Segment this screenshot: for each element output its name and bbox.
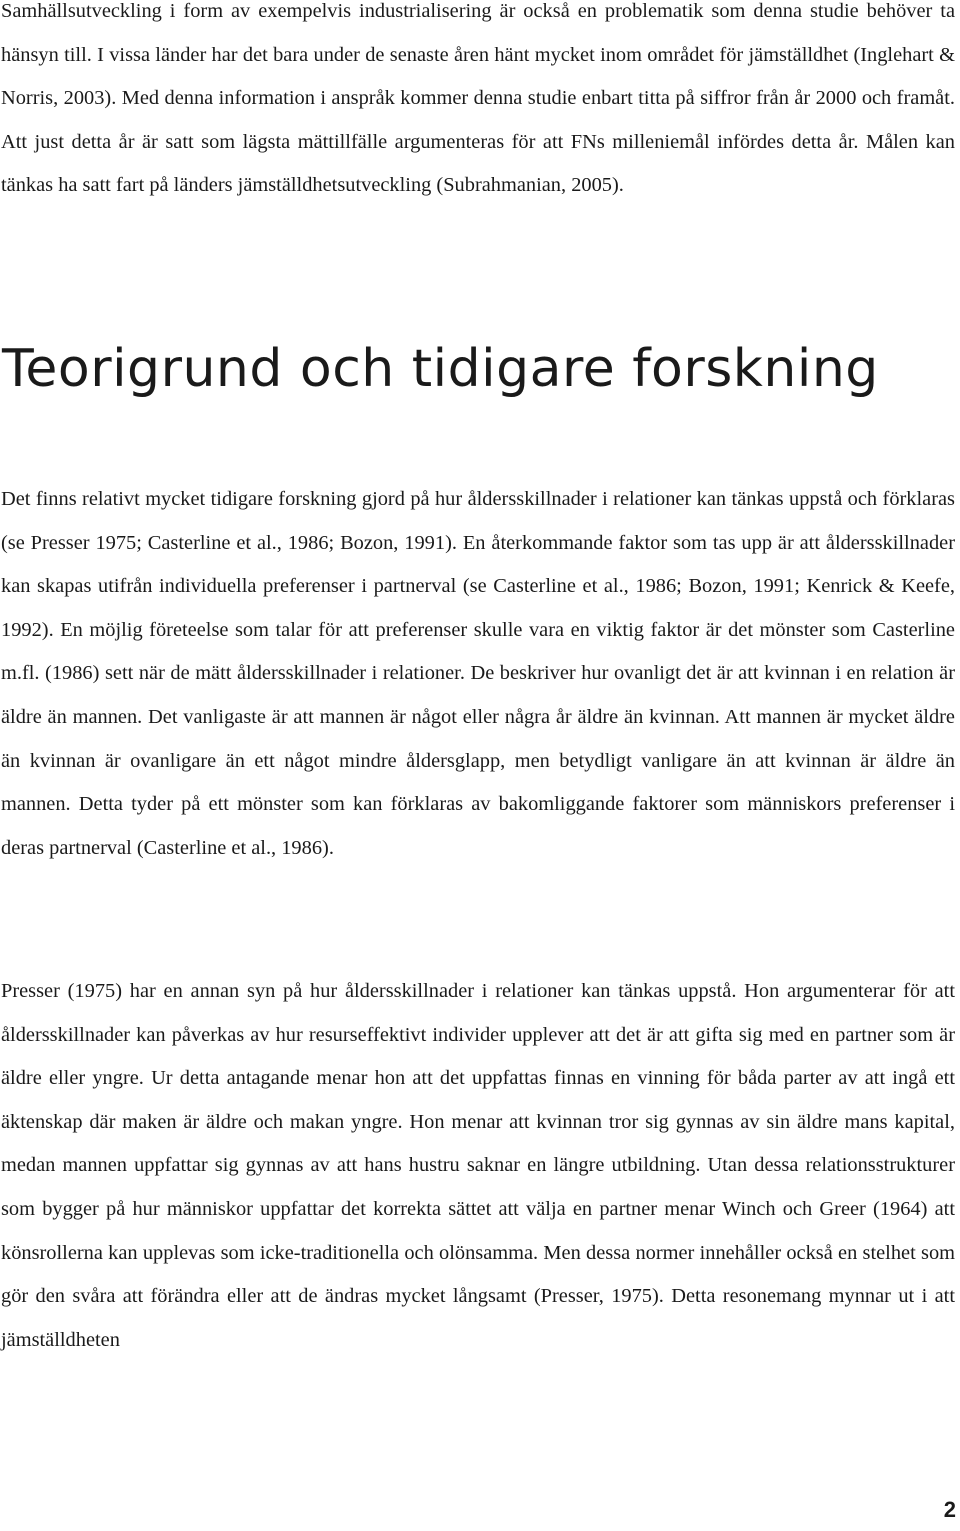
- paragraph-presser-theory: Presser (1975) har en annan syn på hur åldersskillnader i relationer kan tänkas uppstå. Hon argumenterar för att åldersskillnader kan påverkas av hur resurseffektivt individer upplever att det är att gifta sig med en partner som är äldre eller yngre. Ur detta antagande menar hon att det uppfattas finnas en vinning för båda parter av att ingå ett äktenskap där maken är äldre och makan yngre. Hon menar att kvinnan tror sig gynnas av sin äldre mans kapital, medan mannen uppfattar sig gynnas av att hans hustru saknar en längre utbildning. Utan dessa relationsstrukturer som bygger på hur människor uppfattar det korrekta sättet att välja en partner menar Winch och Greer (1964) att könsrollerna kan upplevas som icke-traditionella och olönsamma. Men dessa normer innehåller också en stelhet som gör den svåra att förändra eller att de ändras mycket långsamt (Presser, 1975). Detta resonemang mynnar ut i att jämställdheten: [1, 980, 955, 1351]
- paragraph-previous-research: Det finns relativt mycket tidigare forskning gjord på hur åldersskillnader i relationer kan tänkas uppstå och förklaras (se Presser 1975; Casterline et al., 1986; Bozon, 1991). En återkommande faktor som tas upp är att åldersskillnader kan skapas utifrån individuella preferenser i partnerval (se Casterline et al., 1986; Bozon, 1991; Kenrick & Keefe, 1992). En möjlig företeelse som talar för att preferenser skulle vara en viktig faktor är det mönster som Casterline m.fl. (1986) sett när de mätt åldersskillnader i relationer. De beskriver hur ovanligt det är att kvinnan i en relation är äldre än mannen. Det vanligaste är att mannen är något eller några år äldre än kvinnan. Att mannen är mycket äldre än kvinnan är ovanligare än ett något mindre åldersglapp, men betydligt vanligare än att kvinnan är äldre än mannen. Detta tyder på ett mönster som kan förklaras av bakomliggande faktorer som människors preferenser i deras partnerval (Casterline et al., 1986).: [1, 488, 955, 859]
- paragraph-societal-development: Samhällsutveckling i form av exempelvis industrialisering är också en problematik som denna studie behöver ta hänsyn till. I vissa länder har det bara under de senaste åren hänt mycket inom området för jämställdhet (Inglehart & Norris, 2003). Med denna information i anspråk kommer denna studie enbart titta på siffror från år 2000 och framåt. Att just detta år är satt som lägsta mättillfälle argumenteras för att FNs milleniemål infördes detta år. Målen kan tänkas ha satt fart på länders jämställdhetsutveckling (Subrahmanian, 2005).: [1, 0, 955, 197]
- section-heading: Teorigrund och tidigare forskning: [2, 339, 879, 399]
- page-number: 2: [943, 1497, 956, 1522]
